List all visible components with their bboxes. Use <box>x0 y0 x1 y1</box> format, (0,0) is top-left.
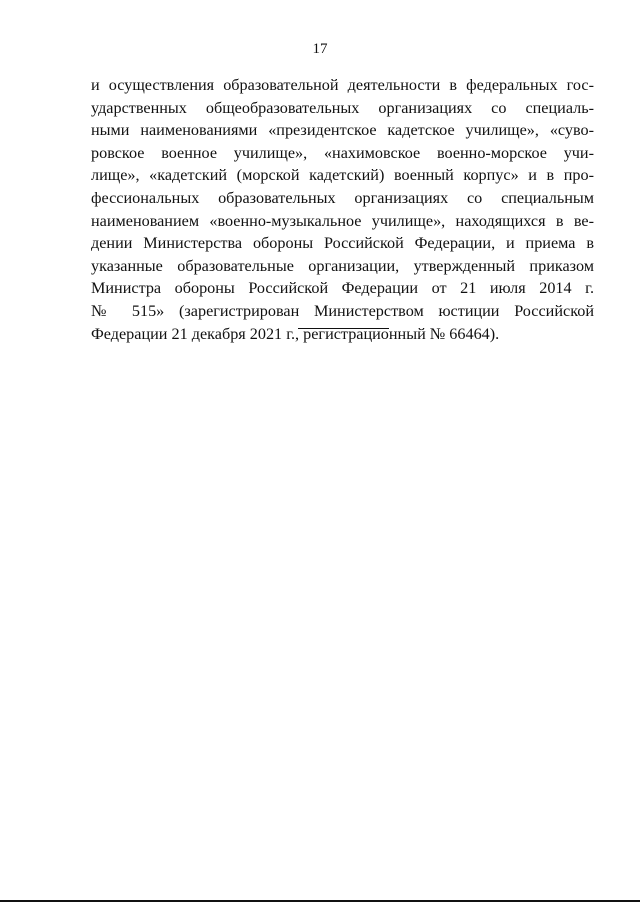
page-number: 17 <box>312 41 328 57</box>
end-of-document-rule <box>298 328 389 329</box>
text-line: № 515» (зарегистрирован Министерством юстиции Российской <box>91 301 594 320</box>
text-line: дении Министерства обороны Российской Федерации, и приема в <box>91 234 594 253</box>
text-line: указанные образовательные организации, утвержденный приказом <box>91 256 594 275</box>
text-line: Министра обороны Российской Федерации от 21 июля 2014 г. <box>91 279 594 298</box>
text-line: ными наименованиями «президентское кадетское училище», «суво- <box>91 121 594 140</box>
text-line-last: Федерации 21 декабря 2021 г., регистрационный № 66464). <box>91 324 500 343</box>
text-line: ударственных общеобразовательных организациях со специаль- <box>91 98 594 117</box>
body-paragraph <box>91 74 594 345</box>
text-line: лище», «кадетский (морской кадетский) военный корпус» и в про- <box>91 166 594 185</box>
text-line: ровское военное училище», «нахимовское военно-морское учи- <box>91 143 594 162</box>
text-line: фессиональных образовательных организациях со специальным <box>91 188 594 207</box>
text-line: и осуществления образовательной деятельности в федеральных гос- <box>91 76 594 94</box>
text-line: наименованием «военно-музыкальное училище», находящихся в ве- <box>91 211 594 230</box>
